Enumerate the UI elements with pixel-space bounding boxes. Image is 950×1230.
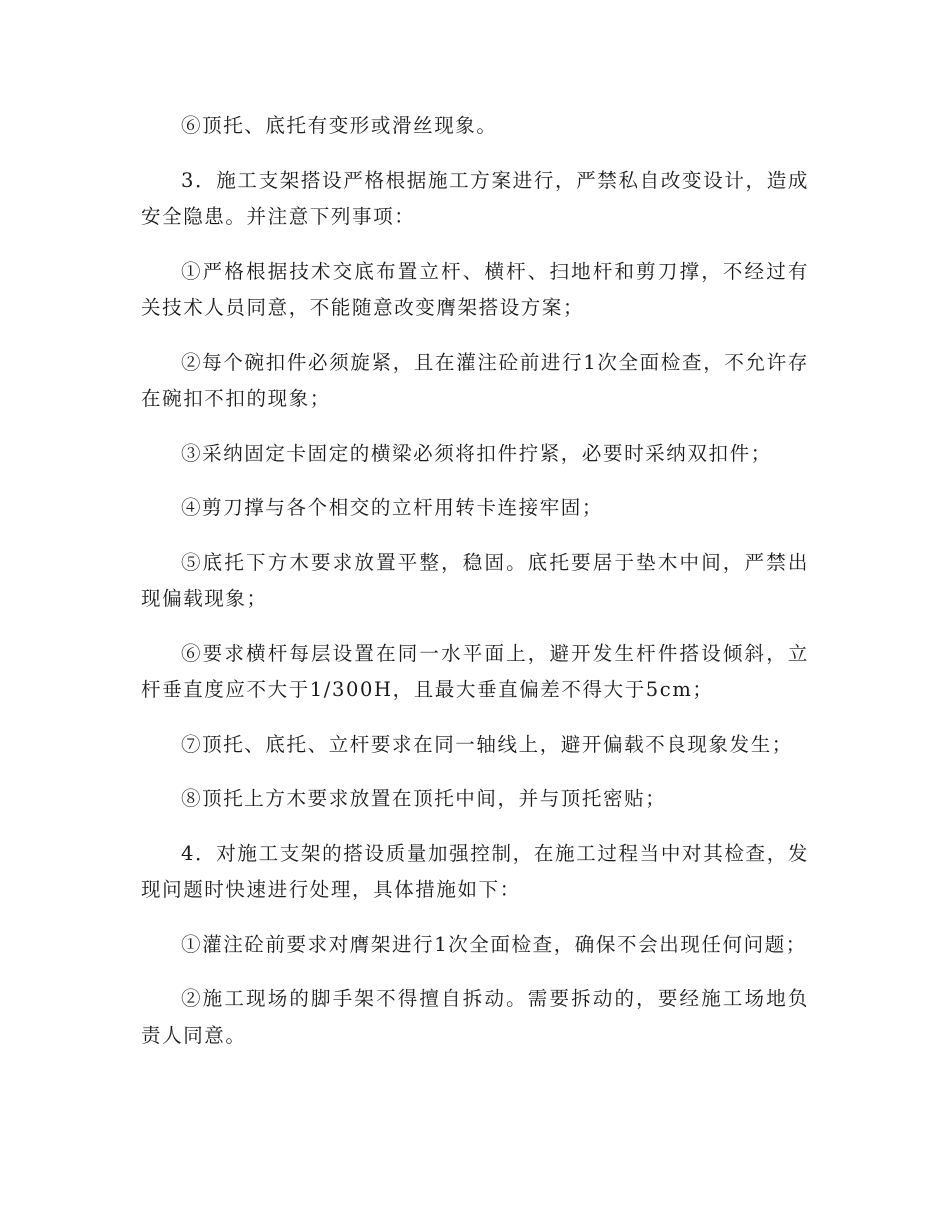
document-body xyxy=(141,108,809,1054)
paragraph-item-2-bowl-fastener: ②每个碗扣件必须旋紧，且在灌注砼前进行1次全面检查，不允许存在碗扣不扣的现象； xyxy=(141,350,809,410)
paragraph-item-5-base-support: ⑤底托下方木要求放置平整，稳固。底托要居于垫木中间，严禁出现偏载现象； xyxy=(141,550,809,610)
paragraph-item-3-crossbeam: ③采纳固定卡固定的横梁必须将扣件拧紧，必要时采纳双扣件； xyxy=(181,441,772,465)
paragraph-item-2-scaffold: ②施工现场的脚手架不得擅自拆动。需要拆动的，要经施工场地负责人同意。 xyxy=(141,987,809,1047)
paragraph-item-6-deformation: ⑥顶托、底托有变形或滑丝现象。 xyxy=(181,114,498,137)
paragraph-item-6-horizontal-bar: ⑥要求横杆每层设置在同一水平面上，避开发生杆件搭设倾斜，立杆垂直度应不大于1/300H，且最大垂直偏差不得大于5cm； xyxy=(141,641,809,701)
paragraph-section-4: 4．对施工支架的搭设质量加强控制，在施工过程当中对其检查，发现问题时快速进行处理，具体措施如下： xyxy=(141,841,809,901)
paragraph-item-1-layout: ①严格根据技术交底布置立杆、横杆、扫地杆和剪刀撑，不经过有关技术人员同意，不能随意改变膺架搭设方案； xyxy=(141,259,809,319)
paragraph-item-4-scissor-brace: ④剪刀撑与各个相交的立杆用转卡连接牢固； xyxy=(181,496,604,519)
paragraph-section-3: 3．施工支架搭设严格根据施工方案进行，严禁私自改变设计，造成安全隐患。并注意下列事项： xyxy=(141,168,809,228)
paragraph-item-1-inspection: ①灌注砼前要求对膺架进行1次全面检查，确保不会出现任何问题； xyxy=(181,932,807,956)
paragraph-item-8-top-support: ⑧顶托上方木要求放置在顶托中间，并与顶托密贴； xyxy=(181,787,667,810)
paragraph-item-7-axis: ⑦顶托、底托、立杆要求在同一轴线上，避开偏载不良现象发生； xyxy=(181,732,793,756)
